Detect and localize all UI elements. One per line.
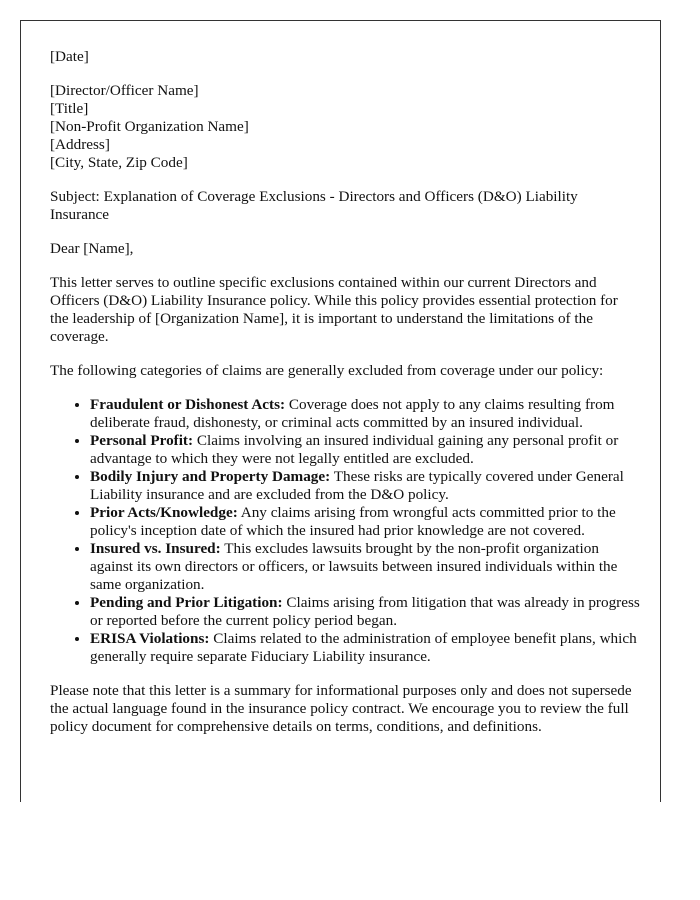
exclusion-text: Any claims arising from wrongful acts committed prior to the policy's inception date of which the insured had prior knowledge are not covered. [90, 504, 616, 539]
exclusion-term: Prior Acts/Knowledge: [90, 504, 238, 521]
exclusion-item [90, 630, 640, 666]
exclusion-text: Coverage does not apply to any claims resulting from deliberate fraud, dishonesty, or criminal acts committed by an insured individual. [90, 396, 615, 431]
letter-subject: Subject: Explanation of Coverage Exclusions - Directors and Officers (D&O) Liability Insurance [50, 188, 578, 223]
recipient-name: [Director/Officer Name] [50, 82, 199, 99]
exclusion-text: These risks are typically covered under General Liability insurance and are excluded from the D&O policy. [90, 468, 624, 503]
exclusion-item [90, 396, 640, 432]
recipient-address: [Address] [50, 136, 110, 153]
letter-salutation: Dear [Name], [50, 240, 134, 257]
recipient-address-block [50, 82, 640, 172]
recipient-city-state-zip: [City, State, Zip Code] [50, 154, 188, 171]
exclusion-item [90, 504, 640, 540]
exclusion-text: Claims related to the administration of employee benefit plans, which generally require separate Fiduciary Liability insurance. [90, 630, 637, 665]
exclusion-term: ERISA Violations: [90, 630, 210, 647]
exclusion-text: This excludes lawsuits brought by the non-profit organization against its own directors or officers, or lawsuits between insured individuals within the same organization. [90, 540, 618, 593]
exclusion-term: Insured vs. Insured: [90, 540, 221, 557]
exclusions-list [50, 396, 640, 666]
exclusion-term: Personal Profit: [90, 432, 194, 449]
recipient-title: [Title] [50, 100, 89, 117]
exclusion-term: Pending and Prior Litigation: [90, 594, 283, 611]
exclusions-lead: The following categories of claims are generally excluded from coverage under our policy: [50, 362, 604, 379]
exclusion-item [90, 432, 640, 468]
exclusion-term: Fraudulent or Dishonest Acts: [90, 396, 286, 413]
letter-intro: This letter serves to outline specific exclusions contained within our current Directors and Officers (D&O) Liability Insurance policy. While this policy provides essential protection for the leadership of [Organization Name], it is important to understand the limitations of the coverage. [50, 274, 618, 345]
letter-page [20, 20, 661, 802]
closing-note: Please note that this letter is a summary for informational purposes only and does not supersede the actual language found in the insurance policy contract. We encourage you to review the full policy document for comprehensive details on terms, conditions, and definitions. [50, 682, 632, 735]
exclusion-text: Claims involving an insured individual gaining any personal profit or advantage to which they were not legally entitled are excluded. [90, 432, 619, 467]
exclusion-text: Claims arising from litigation that was already in progress or reported before the current policy period began. [90, 594, 640, 629]
exclusion-term: Bodily Injury and Property Damage: [90, 468, 331, 485]
exclusion-item [90, 468, 640, 504]
recipient-organization: [Non-Profit Organization Name] [50, 118, 249, 135]
exclusion-item [90, 540, 640, 594]
letter-content [50, 48, 640, 752]
letter-date: [Date] [50, 48, 89, 65]
exclusion-item [90, 594, 640, 630]
